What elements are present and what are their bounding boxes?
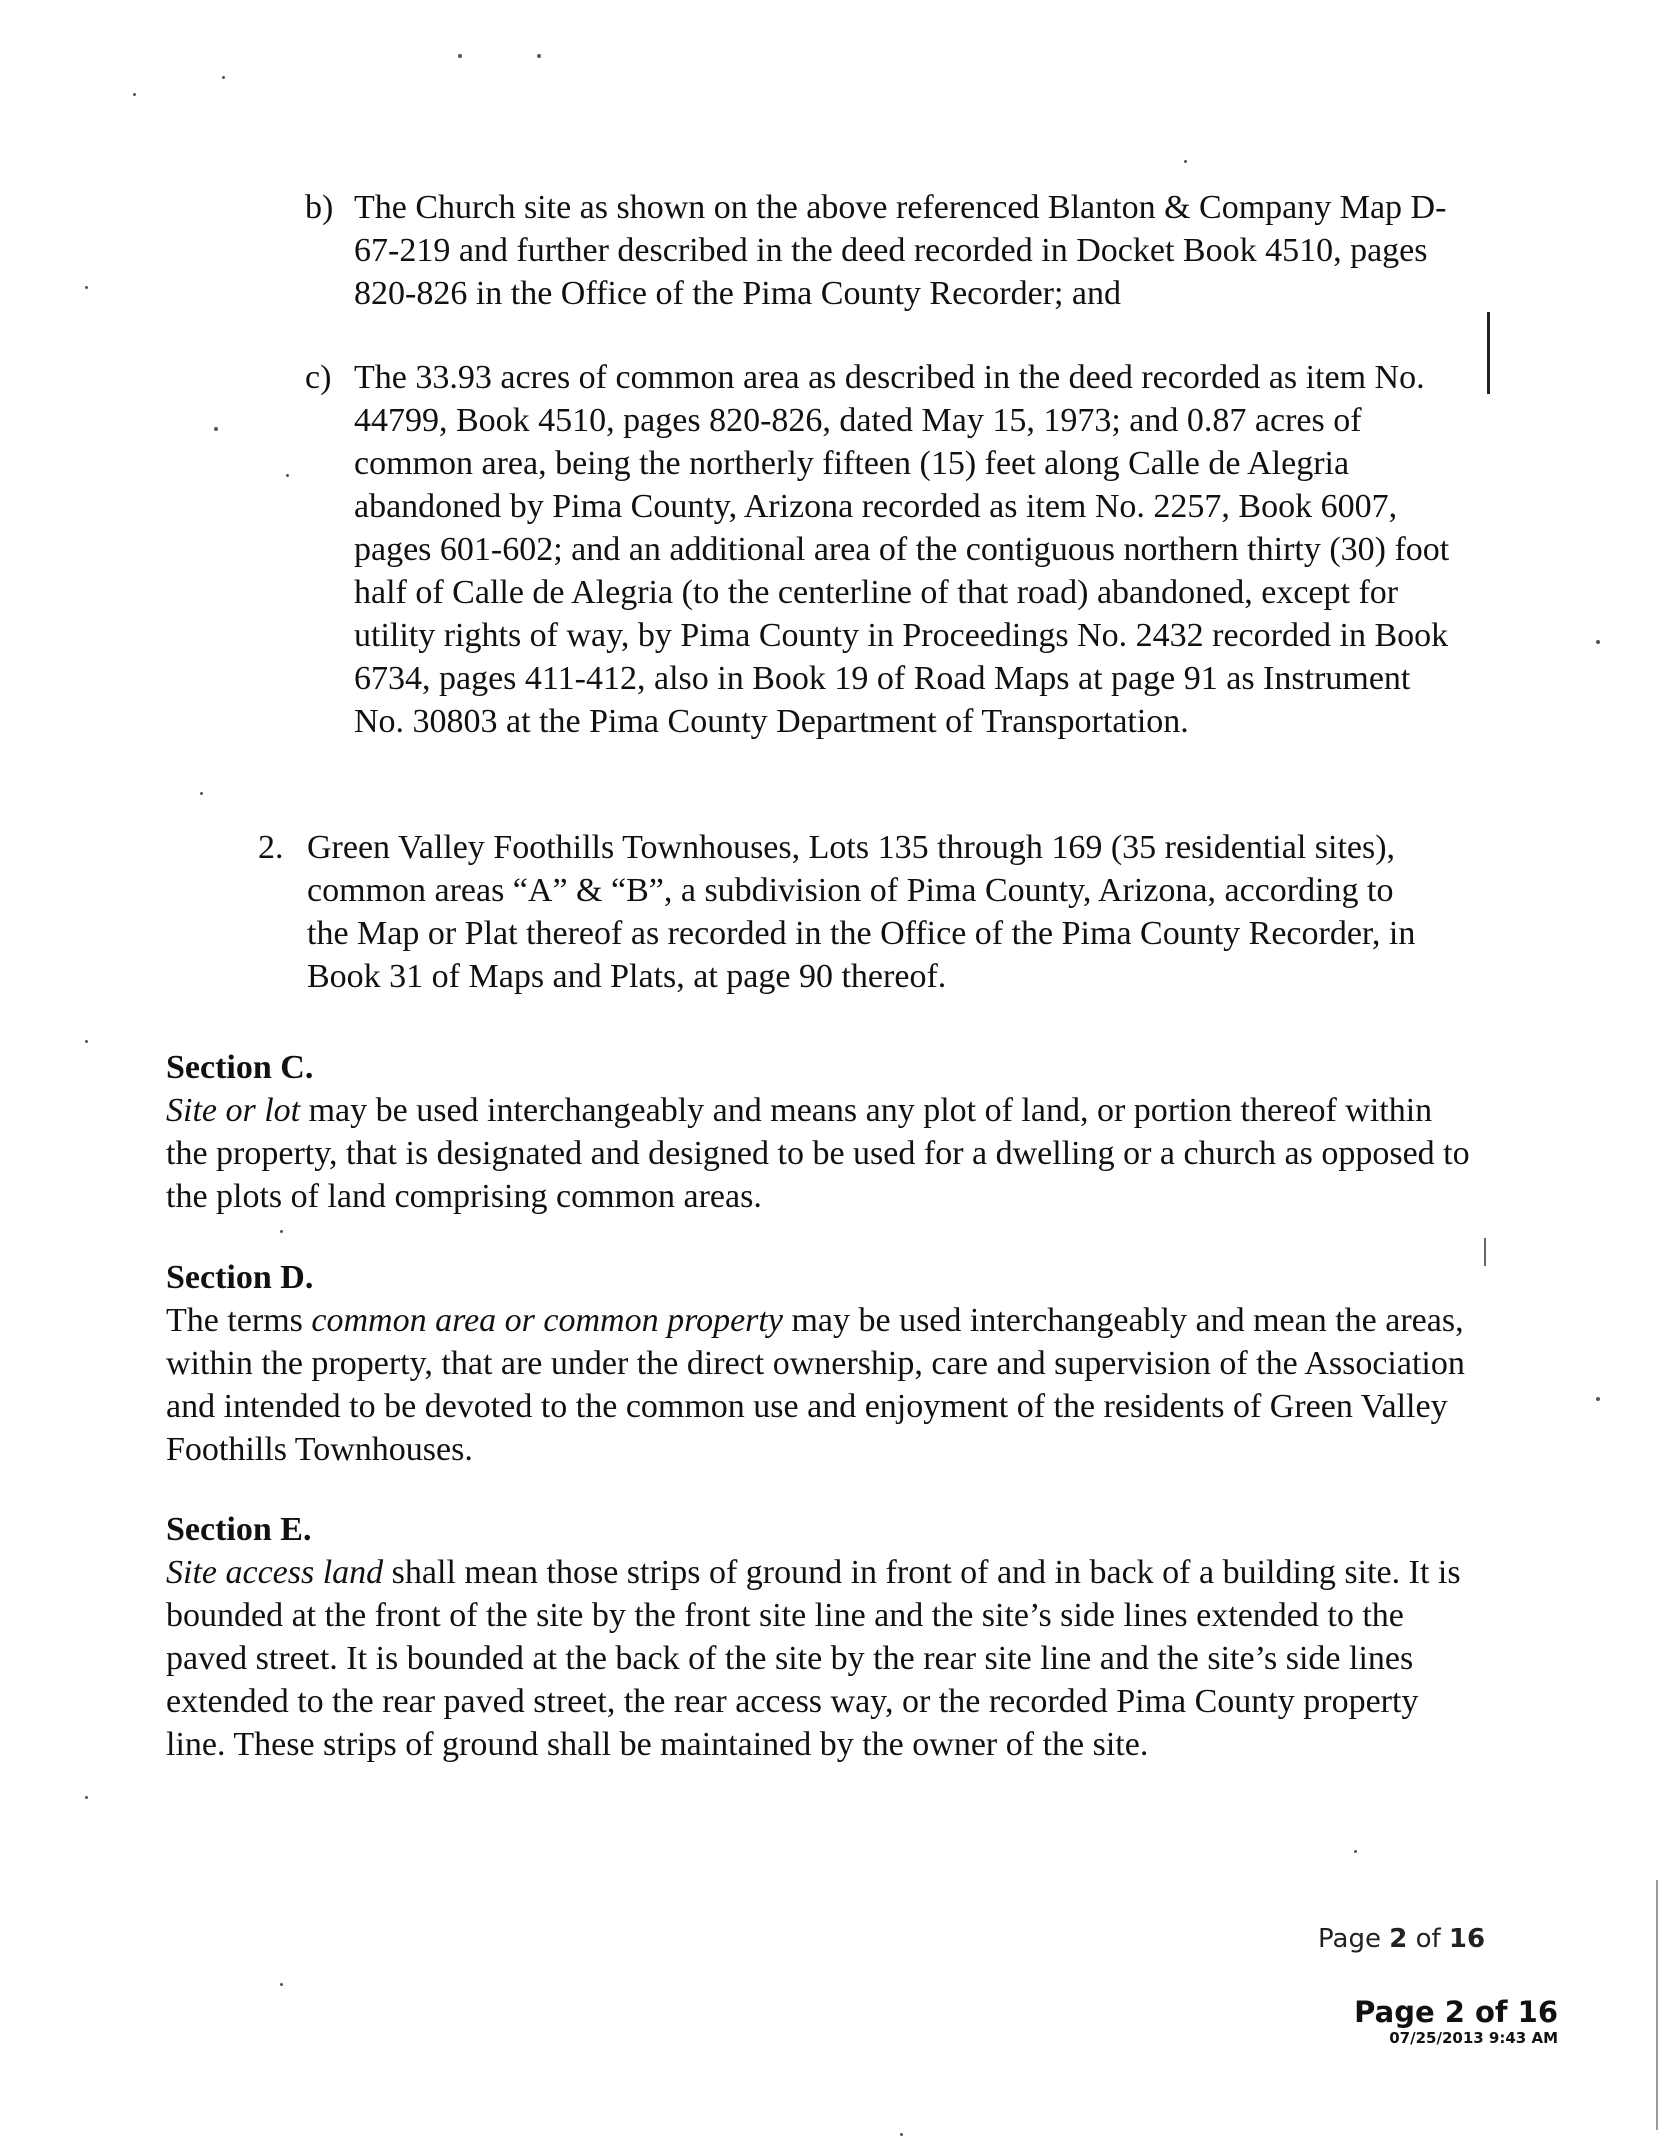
scan-speck — [280, 1230, 283, 1233]
scan-speck — [280, 1983, 283, 1986]
section-e-text: shall mean those strips of ground in front of and in back of a building site. It is bounded at the front of the site by the front site line and the site’s side lines extended to the paved street. It is bounded at the back of the site by the rear site line and the site’s side lines extended to the rear paved street, the rear access way, or the recorded Pima County property line. These strips of ground shall be maintained by the owner of the site. — [166, 1554, 1461, 1763]
scan-speck — [85, 1040, 88, 1043]
section-d-body — [166, 1302, 1465, 1468]
scan-speck — [1596, 640, 1600, 644]
scan-speck — [1354, 1850, 1357, 1853]
section-c-body — [166, 1092, 1470, 1215]
scan-speck — [537, 54, 541, 58]
page-label: Page — [1318, 1924, 1390, 1954]
list-text-c: The 33.93 acres of common area as described in the deed recorded as item No. 44799, Book 4510, pages 820-826, dated May 15, 1973; and 0.87 acres of common area, being the northerly fifteen (15) feet along Calle de Alegria abandoned by Pima County, Arizona recorded as item No. 2257, Book 6007, pages 601-602; and an additional area of the contiguous northern thirty (30) foot half of Calle de Alegria (to the centerline of that road) abandoned, except for utility rights of way, by Pima County in Proceedings No. 2432 recorded in Book 6734, pages 411-412, also in Book 19 of Road Maps at page 91 as Instrument No. 30803 at the Pima County Department of Transportation. — [354, 359, 1450, 740]
list-text-b: The Church site as shown on the above referenced Blanton & Company Map D-67-219 and further described in the deed recorded in Docket Book 4510, pages 820-826 in the Office of the Pima County Recorder; and — [354, 189, 1447, 312]
section-c-term: Site or lot — [166, 1092, 301, 1129]
page-total: 16 — [1448, 1924, 1486, 1954]
scan-speck — [286, 474, 289, 477]
scan-speck — [200, 792, 203, 795]
section-c-heading: Section C. — [166, 1049, 314, 1086]
scan-speck — [85, 1796, 88, 1799]
section-d-term: common area or common property — [311, 1302, 783, 1339]
page-current: 2 — [1389, 1924, 1408, 1954]
scan-speck — [222, 76, 225, 79]
section-e-term: Site access land — [166, 1554, 384, 1591]
list-marker-b: b) — [305, 189, 334, 226]
scan-artifact-line — [1487, 312, 1490, 394]
scan-speck — [900, 2133, 903, 2136]
scan-speck — [133, 93, 136, 96]
section-e — [166, 1508, 1476, 1766]
scan-speck — [214, 427, 218, 431]
section-c-text: may be used interchangeably and means any plot of land, or portion thereof within the property, that is designated and designed to be used for a dwelling or a church as opposed to the plots of land comprising common areas. — [166, 1092, 1470, 1215]
list-marker-c: c) — [305, 359, 332, 396]
section-e-heading: Section E. — [166, 1511, 312, 1548]
scan-artifact-line — [1656, 1880, 1658, 2130]
page-of: of — [1407, 1924, 1449, 1954]
list-marker-2: 2. — [258, 829, 284, 866]
scan-artifact-line — [1484, 1238, 1486, 1266]
scan-speck — [458, 54, 462, 58]
scan-speck — [1184, 160, 1187, 163]
stamp-datetime: 07/25/2013 9:43 AM — [1389, 2029, 1558, 2047]
stamp-page: Page 2 of 16 — [1354, 1995, 1558, 2029]
scan-speck — [85, 286, 88, 289]
section-d-heading: Section D. — [166, 1259, 314, 1296]
section-d — [166, 1256, 1476, 1471]
section-d-text: may be used interchangeably and mean the areas, within the property, that are under the direct ownership, care and supervision of the Association and intended to be devoted to the common use and enjoyment of the residents of Green Valley Foothills Townhouses. — [166, 1302, 1465, 1468]
section-e-body — [166, 1554, 1461, 1763]
list-text-2: Green Valley Foothills Townhouses, Lots 135 through 169 (35 residential sites), common areas “A” & “B”, a subdivision of Pima County, Arizona, according to the Map or Plat thereof as recorded in the Office of the Pima County Recorder, in Book 31 of Maps and Plats, at page 90 thereof. — [307, 829, 1416, 995]
page-number — [1318, 1924, 1485, 1954]
section-c — [166, 1046, 1476, 1218]
recording-stamp — [1338, 1995, 1558, 2047]
scan-speck — [1596, 1397, 1600, 1401]
section-d-lead: The terms — [166, 1302, 312, 1339]
